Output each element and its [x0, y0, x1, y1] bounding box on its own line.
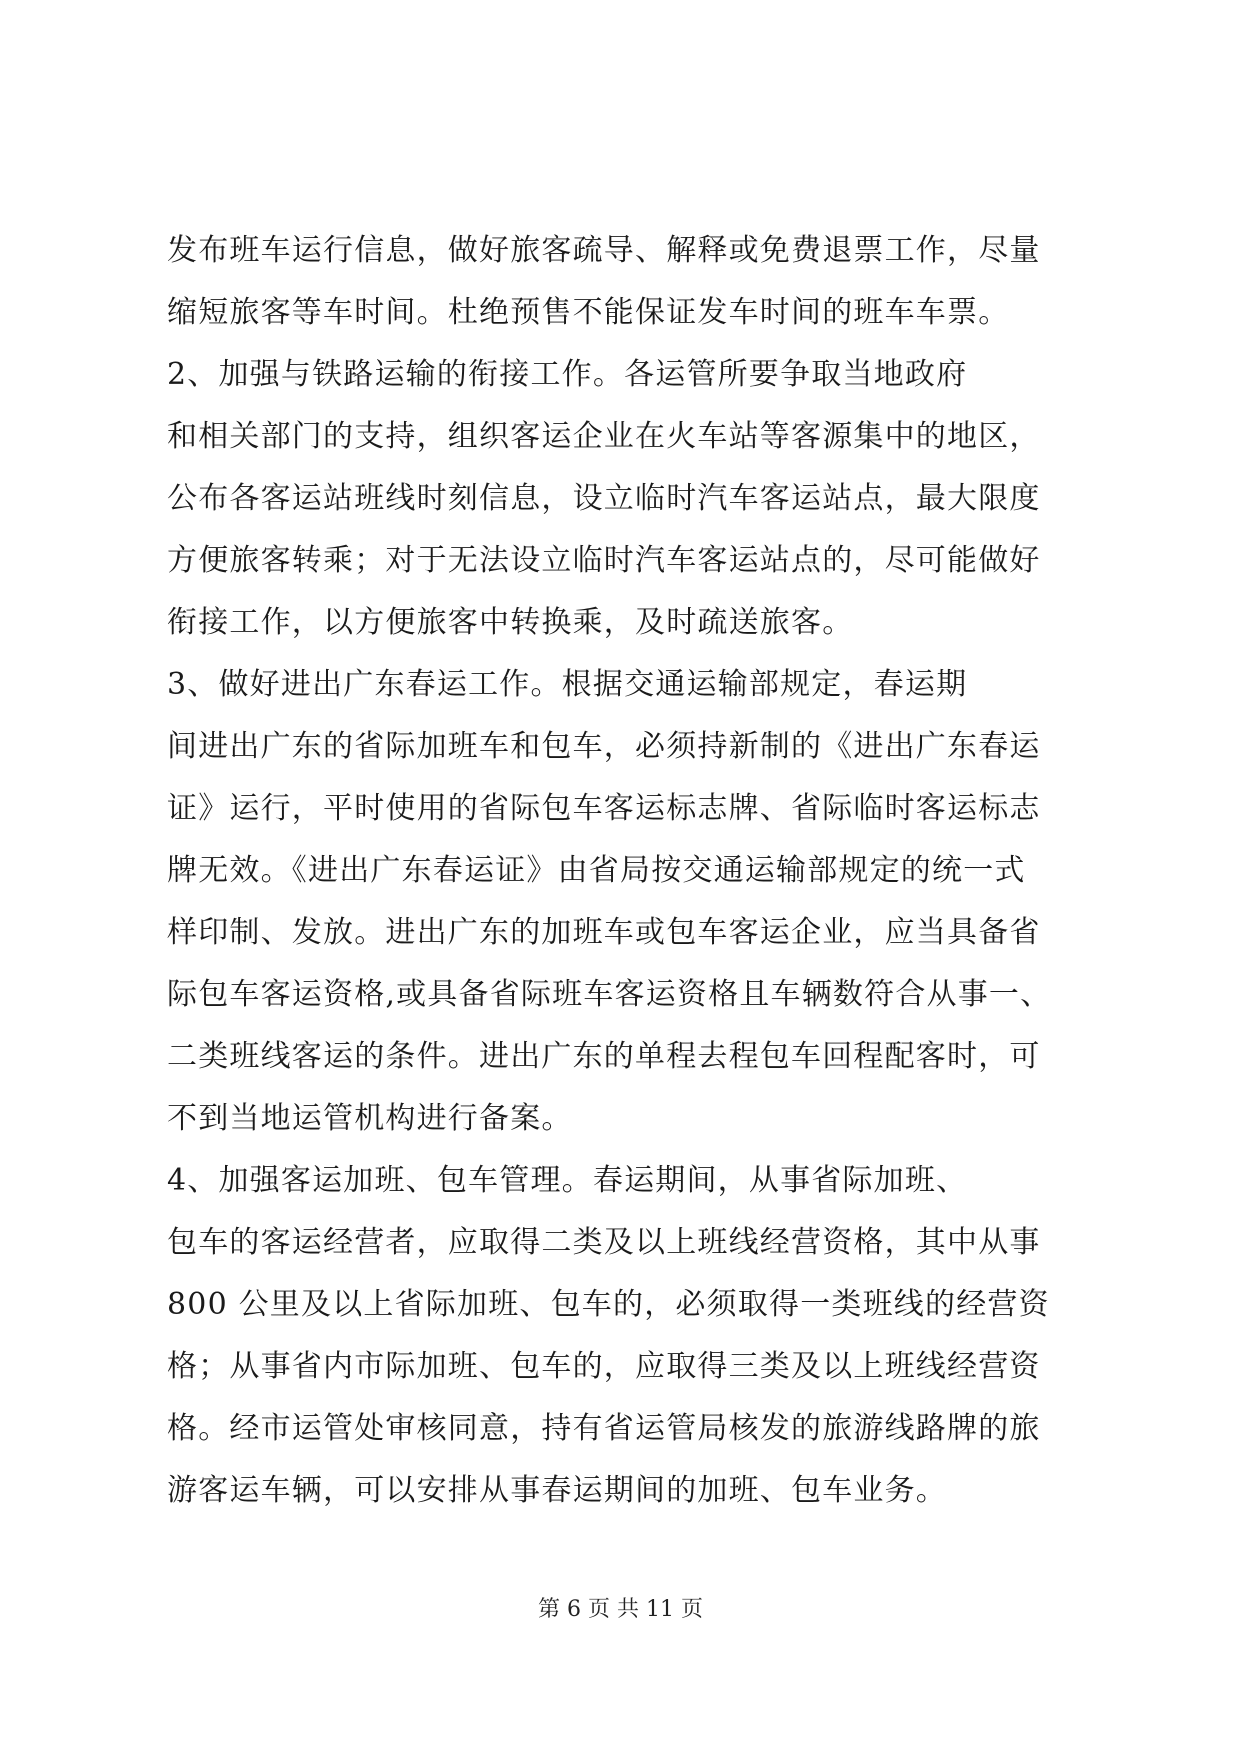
page-number-footer: 第 6 页 共 11 页 — [538, 1597, 703, 1622]
text-line: 衔接工作，以方便旅客中转换乘，及时疏送旅客。 — [167, 605, 854, 640]
text-line: 际包车客运资格,或具备省际班车客运资格且车辆数符合从事一、 — [167, 977, 1052, 1012]
text-line: 格；从事省内市际加班、包车的，应取得三类及以上班线经营资 — [167, 1349, 1041, 1384]
text-line: 发布班车运行信息，做好旅客疏导、解释或免费退票工作，尽量 — [167, 233, 1041, 268]
body-text — [167, 233, 1087, 1535]
text-line: 样印制、发放。进出广东的加班车或包车客运企业，应当具备省 — [167, 915, 1041, 950]
text-line: 证》运行，平时使用的省际包车客运标志牌、省际临时客运标志 — [167, 791, 1041, 826]
text-line: 牌无效。《进出广东春运证》由省局按交通运输部规定的统一式 — [167, 853, 1026, 888]
text-line: 3、做好进出广东春运工作。根据交通运输部规定，春运期 — [167, 667, 968, 702]
text-line: 间进出广东的省际加班车和包车，必须持新制的《进出广东春运 — [167, 729, 1041, 764]
text-line: 方便旅客转乘；对于无法设立临时汽车客运站点的，尽可能做好 — [167, 543, 1041, 578]
text-line: 4、加强客运加班、包车管理。春运期间，从事省际加班、 — [167, 1163, 968, 1198]
text-line: 不到当地运管机构进行备案。 — [167, 1101, 573, 1136]
text-line: 公布各客运站班线时刻信息，设立临时汽车客运站点，最大限度 — [167, 481, 1041, 516]
text-line: 800 公里及以上省际加班、包车的，必须取得一类班线的经营资 — [167, 1287, 1050, 1322]
text-line: 包车的客运经营者，应取得二类及以上班线经营资格，其中从事 — [167, 1225, 1041, 1260]
text-line: 2、加强与铁路运输的衔接工作。各运管所要争取当地政府 — [167, 357, 968, 392]
text-line: 格。经市运管处审核同意，持有省运管局核发的旅游线路牌的旅 — [167, 1411, 1041, 1446]
text-line: 二类班线客运的条件。进出广东的单程去程包车回程配客时，可 — [167, 1039, 1041, 1074]
text-line: 游客运车辆，可以安排从事春运期间的加班、包车业务。 — [167, 1473, 947, 1508]
text-line: 和相关部门的支持，组织客运企业在火车站等客源集中的地区， — [167, 419, 1041, 454]
text-line: 缩短旅客等车时间。杜绝预售不能保证发车时间的班车车票。 — [167, 295, 1010, 330]
